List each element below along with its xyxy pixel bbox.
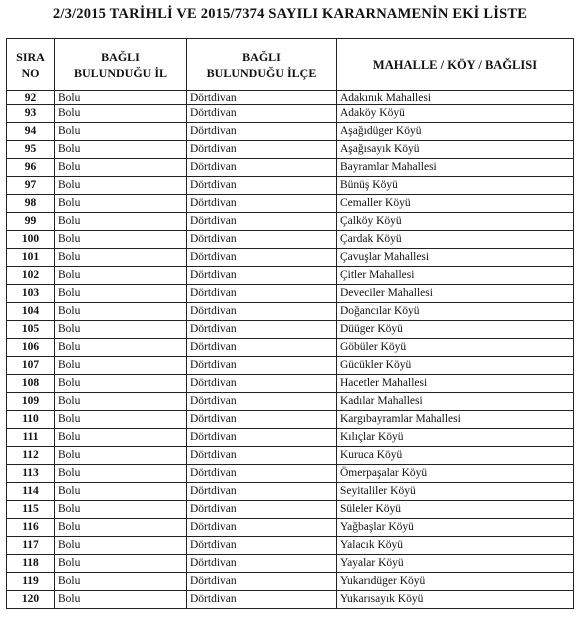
cell-sira-no: 102: [7, 267, 55, 285]
cell-il: Bolu: [55, 285, 187, 303]
cell-ilce: Dörtdivan: [187, 465, 337, 483]
table-row: [7, 249, 574, 267]
cell-sira-no: 95: [7, 141, 55, 159]
cell-sira-no: 116: [7, 519, 55, 537]
cell-il: Bolu: [55, 411, 187, 429]
cell-il: Bolu: [55, 375, 187, 393]
cell-mahalle: Cemaller Köyü: [337, 195, 574, 213]
cell-ilce: Dörtdivan: [187, 393, 337, 411]
cell-il: Bolu: [55, 267, 187, 285]
table-row: [7, 177, 574, 195]
cell-mahalle: Aşağıdüger Köyü: [337, 123, 574, 141]
header-sira-no-line1: SIRA: [16, 49, 45, 64]
cell-il: Bolu: [55, 393, 187, 411]
cell-mahalle: Kargıbayramlar Mahallesi: [337, 411, 574, 429]
table-row: [7, 285, 574, 303]
cell-mahalle: Kadılar Mahallesi: [337, 393, 574, 411]
table-row: [7, 105, 574, 123]
header-il: [55, 39, 187, 91]
cell-mahalle: Doğancılar Köyü: [337, 303, 574, 321]
cell-sira-no: 104: [7, 303, 55, 321]
cell-il: Bolu: [55, 195, 187, 213]
cell-ilce: Dörtdivan: [187, 231, 337, 249]
cell-sira-no: 97: [7, 177, 55, 195]
cell-il: Bolu: [55, 501, 187, 519]
table-row: [7, 573, 574, 591]
cell-ilce: Dörtdivan: [187, 573, 337, 591]
cell-ilce: Dörtdivan: [187, 249, 337, 267]
cell-il: Bolu: [55, 591, 187, 609]
cell-ilce: Dörtdivan: [187, 483, 337, 501]
cell-ilce: Dörtdivan: [187, 501, 337, 519]
cell-il: Bolu: [55, 465, 187, 483]
table-row: [7, 303, 574, 321]
header-mahalle: MAHALLE / KÖY / BAĞLISI: [337, 39, 574, 91]
cell-sira-no: 110: [7, 411, 55, 429]
cell-il: Bolu: [55, 159, 187, 177]
cell-sira-no: 111: [7, 429, 55, 447]
cell-sira-no: 93: [7, 105, 55, 123]
cell-mahalle: Yalacık Köyü: [337, 537, 574, 555]
cell-ilce: Dörtdivan: [187, 357, 337, 375]
cell-mahalle: Çavuşlar Mahallesi: [337, 249, 574, 267]
cell-sira-no: 115: [7, 501, 55, 519]
table-row: [7, 483, 574, 501]
cell-ilce: Dörtdivan: [187, 555, 337, 573]
cell-il: Bolu: [55, 123, 187, 141]
cell-sira-no: 109: [7, 393, 55, 411]
cell-mahalle: Ömerpaşalar Köyü: [337, 465, 574, 483]
cell-mahalle: Seyitaliler Köyü: [337, 483, 574, 501]
header-ilce-line2: BULUNDUĞU İLÇE: [206, 65, 317, 80]
table-row: [7, 231, 574, 249]
cell-ilce: Dörtdivan: [187, 537, 337, 555]
cell-sira-no: 101: [7, 249, 55, 267]
header-il-line2: BULUNDUĞU İL: [73, 65, 167, 80]
table-row: [7, 519, 574, 537]
cell-mahalle: Bayramlar Mahallesi: [337, 159, 574, 177]
cell-sira-no: 120: [7, 591, 55, 609]
cell-sira-no: 94: [7, 123, 55, 141]
cell-il: Bolu: [55, 519, 187, 537]
cell-ilce: Dörtdivan: [187, 141, 337, 159]
cell-sira-no: 103: [7, 285, 55, 303]
cell-sira-no: 107: [7, 357, 55, 375]
cell-ilce: Dörtdivan: [187, 519, 337, 537]
cell-ilce: Dörtdivan: [187, 177, 337, 195]
cell-sira-no: 99: [7, 213, 55, 231]
village-list-table: [6, 38, 574, 609]
cell-ilce: Dörtdivan: [187, 591, 337, 609]
cell-sira-no: 96: [7, 159, 55, 177]
table-row: [7, 213, 574, 231]
cell-sira-no: 114: [7, 483, 55, 501]
cell-sira-no: 92: [7, 91, 55, 105]
cell-il: Bolu: [55, 303, 187, 321]
cell-mahalle: Çalköy Köyü: [337, 213, 574, 231]
cell-sira-no: 100: [7, 231, 55, 249]
cell-il: Bolu: [55, 177, 187, 195]
cell-il: Bolu: [55, 249, 187, 267]
table-row: [7, 267, 574, 285]
cell-ilce: Dörtdivan: [187, 213, 337, 231]
cell-il: Bolu: [55, 573, 187, 591]
cell-ilce: Dörtdivan: [187, 321, 337, 339]
table-row: [7, 357, 574, 375]
page-title: 2/3/2015 TARİHLİ VE 2015/7374 SAYILI KARARNAMENİN EKİ LİSTE: [52, 6, 528, 22]
cell-ilce: Dörtdivan: [187, 303, 337, 321]
cell-sira-no: 117: [7, 537, 55, 555]
cell-mahalle: Hacetler Mahallesi: [337, 375, 574, 393]
cell-mahalle: Kılıçlar Köyü: [337, 429, 574, 447]
cell-mahalle: Gücükler Köyü: [337, 357, 574, 375]
cell-ilce: Dörtdivan: [187, 285, 337, 303]
cell-ilce: Dörtdivan: [187, 91, 337, 105]
cell-il: Bolu: [55, 483, 187, 501]
table-row: [7, 195, 574, 213]
table-row: [7, 447, 574, 465]
cell-mahalle: Göbüler Köyü: [337, 339, 574, 357]
cell-sira-no: 106: [7, 339, 55, 357]
table-row: [7, 393, 574, 411]
table-row: [7, 321, 574, 339]
table-row: [7, 375, 574, 393]
table-row: [7, 501, 574, 519]
cell-mahalle: Düüger Köyü: [337, 321, 574, 339]
cell-ilce: Dörtdivan: [187, 159, 337, 177]
cell-sira-no: 98: [7, 195, 55, 213]
cell-mahalle: Adaköy Köyü: [337, 105, 574, 123]
cell-mahalle: Çitler Mahallesi: [337, 267, 574, 285]
cell-ilce: Dörtdivan: [187, 429, 337, 447]
cell-il: Bolu: [55, 357, 187, 375]
header-sira-no-line2: NO: [21, 65, 40, 80]
table-row: [7, 141, 574, 159]
cell-ilce: Dörtdivan: [187, 195, 337, 213]
table-row: [7, 429, 574, 447]
header-sira-no: [7, 39, 55, 91]
cell-il: Bolu: [55, 429, 187, 447]
cell-il: Bolu: [55, 321, 187, 339]
cell-mahalle: Deveciler Mahallesi: [337, 285, 574, 303]
cell-il: Bolu: [55, 105, 187, 123]
cell-ilce: Dörtdivan: [187, 267, 337, 285]
cell-mahalle: Kuruca Köyü: [337, 447, 574, 465]
cell-sira-no: 118: [7, 555, 55, 573]
cell-il: Bolu: [55, 213, 187, 231]
cell-mahalle: Yukarıdüger Köyü: [337, 573, 574, 591]
table-row: [7, 159, 574, 177]
cell-mahalle: Aşağısayık Köyü: [337, 141, 574, 159]
cell-mahalle: Yukarısayık Köyü: [337, 591, 574, 609]
cell-il: Bolu: [55, 231, 187, 249]
cell-il: Bolu: [55, 141, 187, 159]
cell-il: Bolu: [55, 91, 187, 105]
cell-ilce: Dörtdivan: [187, 411, 337, 429]
table-row: [7, 123, 574, 141]
cell-mahalle: Adakınık Mahallesi: [337, 91, 574, 105]
table-row: [7, 411, 574, 429]
table-row: [7, 339, 574, 357]
table-row: [7, 465, 574, 483]
cell-ilce: Dörtdivan: [187, 339, 337, 357]
cell-ilce: Dörtdivan: [187, 105, 337, 123]
cell-ilce: Dörtdivan: [187, 123, 337, 141]
header-il-line1: BAĞLI: [101, 49, 140, 64]
cell-ilce: Dörtdivan: [187, 447, 337, 465]
table-header-row: [7, 39, 574, 91]
cell-sira-no: 108: [7, 375, 55, 393]
header-ilce-line1: BAĞLI: [242, 49, 281, 64]
cell-mahalle: Bünüş Köyü: [337, 177, 574, 195]
cell-sira-no: 112: [7, 447, 55, 465]
table-row: [7, 91, 574, 105]
cell-sira-no: 105: [7, 321, 55, 339]
cell-ilce: Dörtdivan: [187, 375, 337, 393]
cell-il: Bolu: [55, 339, 187, 357]
cell-il: Bolu: [55, 447, 187, 465]
table-row: [7, 555, 574, 573]
table-row: [7, 591, 574, 609]
cell-il: Bolu: [55, 555, 187, 573]
table-row: [7, 537, 574, 555]
cell-mahalle: Yağbaşlar Köyü: [337, 519, 574, 537]
header-ilce: [187, 39, 337, 91]
cell-mahalle: Süleler Köyü: [337, 501, 574, 519]
cell-sira-no: 113: [7, 465, 55, 483]
cell-mahalle: Yayalar Köyü: [337, 555, 574, 573]
cell-il: Bolu: [55, 537, 187, 555]
cell-mahalle: Çardak Köyü: [337, 231, 574, 249]
cell-sira-no: 119: [7, 573, 55, 591]
